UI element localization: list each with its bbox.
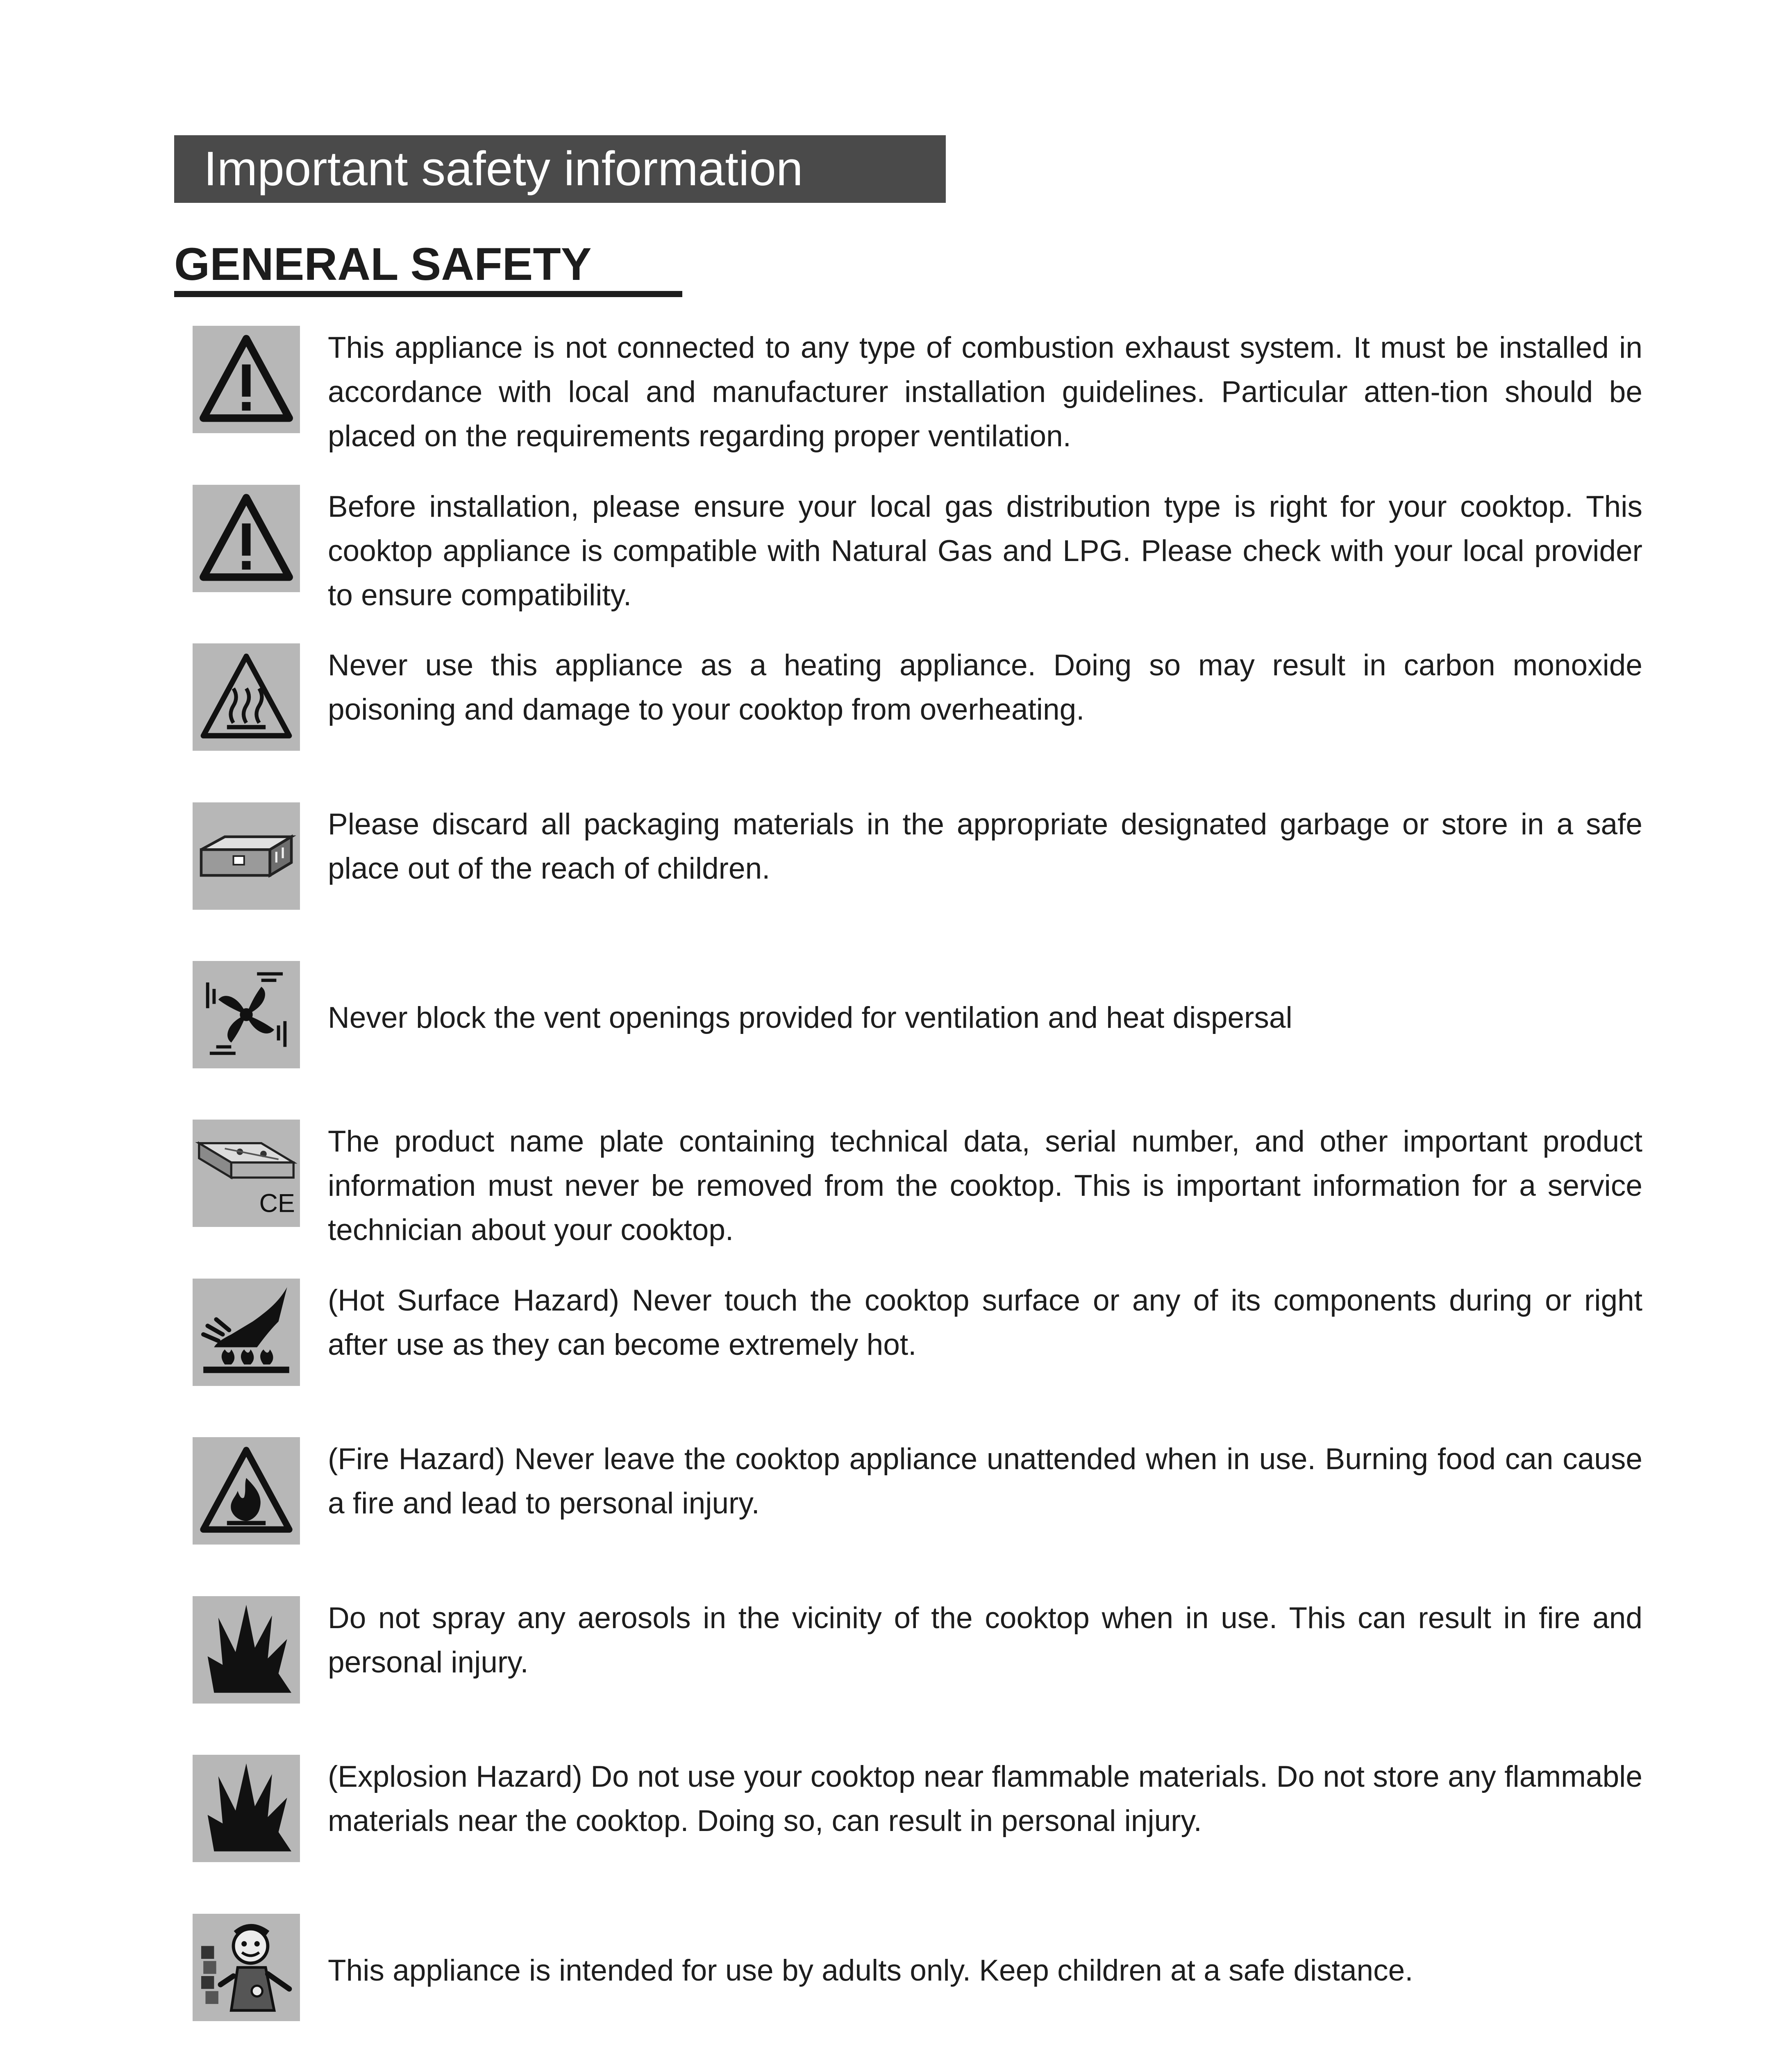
ventilation-fan-icon [193,961,300,1068]
safety-text: Never block the vent openings provided for ventilation and heat dispersal [328,1001,1292,1034]
fire-hazard-icon [193,1437,300,1545]
hot-surface-hand-icon [193,1279,300,1386]
safety-text: The product name plate containing technical data, serial number, and other important product information must never be removed from the cooktop. This is important information for a service technician about your cooktop. [328,1125,1642,1247]
heat-warning-icon [193,643,300,751]
banner-title: Important safety information [174,135,946,203]
explosion-icon [193,1596,300,1704]
explosion-icon [193,1755,300,1862]
svg-text:CE: CE [259,1189,295,1218]
safety-text: Please discard all packaging materials in the appropriate designated garbage or store in a safe place out of the reach of children. [328,808,1642,885]
rating-plate-icon [193,1120,300,1227]
safety-text: (Explosion Hazard) Do not use your cooktop near flammable materials. Do not store any flammable materials near the cooktop. Doing so, can result in personal injury. [328,1760,1642,1838]
safety-text: Do not spray any aerosols in the vicinity of the cooktop when in use. This can result in fire and personal injury. [328,1601,1642,1679]
section-title: GENERAL SAFETY [174,236,682,297]
safety-text: Never use this appliance as a heating appliance. Doing so may result in carbon monoxide poisoning and damage to your cooktop from overheating. [328,649,1642,726]
warning-triangle-icon [193,326,300,433]
packaging-box-icon [193,802,300,910]
safety-text: (Hot Surface Hazard) Never touch the cooktop surface or any of its components during or right after use as they can become extremely hot. [328,1284,1642,1361]
child-safety-icon [193,1914,300,2021]
safety-text: Before installation, please ensure your local gas distribution type is right for your cooktop. This cooktop appliance is compatible with Natural Gas and LPG. Please check with your local provider to ensure compatibility. [328,490,1642,612]
safety-text: This appliance is intended for use by adults only. Keep children at a safe distance. [328,1954,1413,1987]
safety-text: (Fire Hazard) Never leave the cooktop appliance unattended when in use. Burning food can cause a fire and lead to personal injury. [328,1442,1642,1520]
warning-triangle-icon [193,485,300,592]
safety-text: This appliance is not connected to any type of combustion exhaust system. It must be installed in accordance with local and manufacturer installation guidelines. Particular atten-tion should be placed on the requirements regarding proper ventilation. [328,331,1642,453]
